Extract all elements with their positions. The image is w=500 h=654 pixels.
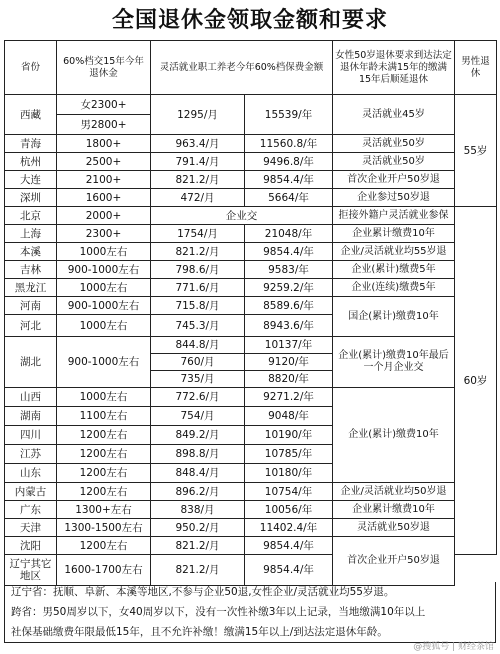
province-cell: 辽宁其它地区 [5, 555, 57, 586]
monthly-cell: 791.4/月 [151, 153, 245, 171]
male-age-bottom: 60岁 [455, 207, 497, 555]
yearly-cell: 8943.6/年 [245, 315, 333, 337]
province-cell: 北京 [5, 207, 57, 225]
pension-cell: 1600-1700左右 [57, 555, 151, 586]
province-cell: 大连 [5, 171, 57, 189]
monthly-cell: 772.6/月 [151, 388, 245, 407]
pension-cell: 女2300+ [57, 95, 151, 115]
requirement-cell: 企业累计缴费10年 [333, 501, 455, 519]
pension-cell: 1200左右 [57, 537, 151, 555]
yearly-cell: 9854.4/年 [245, 555, 333, 586]
yearly-cell: 10190/年 [245, 426, 333, 445]
province-cell: 四川 [5, 426, 57, 445]
yearly-cell: 9854.4/年 [245, 171, 333, 189]
province-cell: 湖南 [5, 407, 57, 426]
monthly-cell: 754/月 [151, 407, 245, 426]
province-cell: 西藏 [5, 95, 57, 135]
requirement-cell: 灵活就业50岁 [333, 153, 455, 171]
monthly-cell: 838/月 [151, 501, 245, 519]
yearly-cell: 9271.2/年 [245, 388, 333, 407]
table-row [5, 95, 497, 115]
yearly-cell: 5664/年 [245, 189, 333, 207]
monthly-cell: 898.8/月 [151, 445, 245, 464]
province-cell: 内蒙古 [5, 483, 57, 501]
requirement-cell: 灵活就业50岁 [333, 135, 455, 153]
pension-cell: 1800+ [57, 135, 151, 153]
pension-cell: 1300-1500左右 [57, 519, 151, 537]
pension-cell: 1100左右 [57, 407, 151, 426]
table-row [5, 519, 497, 537]
note-liaoning: 辽宁省：抚顺、阜新、本溪等地区,不参与企业50退,女性企业/灵活就业均55岁退。 [11, 586, 395, 598]
yearly-cell: 9496.8/年 [245, 153, 333, 171]
yearly-cell: 9854.4/年 [245, 243, 333, 261]
monthly-cell: 735/月 [151, 371, 245, 388]
note-min-years: 社保基础缴费年限最低15年，且不允许补缴！缴满15年以上/到达法定退休年龄。 [11, 626, 388, 638]
province-cell: 沈阳 [5, 537, 57, 555]
yearly-cell: 10137/年 [245, 337, 333, 354]
pension-cell: 2100+ [57, 171, 151, 189]
monthly-cell: 821.2/月 [151, 555, 245, 586]
province-cell: 黑龙江 [5, 279, 57, 297]
yearly-cell: 10754/年 [245, 483, 333, 501]
requirement-cell: 国企(累计)缴费10年 [333, 297, 455, 337]
pension-cell: 1200左右 [57, 464, 151, 483]
pension-cell: 900-1000左右 [57, 261, 151, 279]
header-province: 省份 [5, 41, 57, 95]
table-row [5, 261, 497, 279]
page-title: 全国退休金领取金额和要求 [111, 8, 388, 33]
yearly-cell: 11402.4/年 [245, 519, 333, 537]
yearly-cell: 9583/年 [245, 261, 333, 279]
table-row [5, 337, 497, 354]
yearly-cell: 9120/年 [245, 354, 333, 371]
requirement-cell: 首次企业开户50岁退 [333, 171, 455, 189]
monthly-cell: 963.4/月 [151, 135, 245, 153]
yearly-cell: 15539/年 [245, 95, 333, 135]
yearly-cell: 8820/年 [245, 371, 333, 388]
monthly-cell: 821.2/月 [151, 243, 245, 261]
table-row [5, 153, 497, 171]
requirement-cell: 企业累计缴费10年 [333, 225, 455, 243]
pension-cell: 2300+ [57, 225, 151, 243]
monthly-cell: 896.2/月 [151, 483, 245, 501]
province-cell: 吉林 [5, 261, 57, 279]
watermark: @搜狐号 | 财经茶馆 [413, 642, 494, 652]
yearly-cell: 10056/年 [245, 501, 333, 519]
requirement-cell: 企业(连续)缴费5年 [333, 279, 455, 297]
header-row [5, 41, 497, 95]
monthly-cell: 849.2/月 [151, 426, 245, 445]
requirement-cell: 企业/灵活就业均55岁退 [333, 243, 455, 261]
province-cell: 天津 [5, 519, 57, 537]
monthly-cell: 1754/月 [151, 225, 245, 243]
province-cell: 河北 [5, 315, 57, 337]
monthly-cell: 821.2/月 [151, 537, 245, 555]
yearly-cell: 8589.6/年 [245, 297, 333, 315]
yearly-cell: 9854.4/年 [245, 537, 333, 555]
pension-cell: 900-1000左右 [57, 337, 151, 388]
yearly-cell: 10785/年 [245, 445, 333, 464]
monthly-cell: 798.6/月 [151, 261, 245, 279]
table-row [5, 135, 497, 153]
monthly-cell: 950.2/月 [151, 519, 245, 537]
table-row [5, 537, 497, 555]
monthly-cell: 821.2/月 [151, 171, 245, 189]
province-cell: 本溪 [5, 243, 57, 261]
requirement-cell: 灵活就业50岁退 [333, 519, 455, 537]
province-cell: 上海 [5, 225, 57, 243]
table-row [5, 225, 497, 243]
requirement-cell: 企业(累计)缴费10年最后一个月企业交 [333, 337, 455, 388]
requirement-cell: 企业(累计)缴费5年 [333, 261, 455, 279]
table-row [5, 501, 497, 519]
monthly-cell: 1295/月 [151, 95, 245, 135]
province-cell: 深圳 [5, 189, 57, 207]
pension-cell: 1000左右 [57, 279, 151, 297]
monthly-cell: 844.8/月 [151, 337, 245, 354]
requirement-cell: 企业/灵活就业均50岁退 [333, 483, 455, 501]
requirement-cell: 拒接外籍户灵活就业参保 [333, 207, 455, 225]
table-row [5, 189, 497, 207]
yearly-cell: 21048/年 [245, 225, 333, 243]
province-cell: 山西 [5, 388, 57, 407]
table-row [5, 388, 497, 407]
monthly-cell: 760/月 [151, 354, 245, 371]
pension-cell: 2000+ [57, 207, 151, 225]
province-cell: 河南 [5, 297, 57, 315]
table-row [5, 243, 497, 261]
requirement-cell: 企业(累计)缴费10年 [333, 388, 455, 483]
yearly-cell: 9048/年 [245, 407, 333, 426]
pension-cell: 1200左右 [57, 445, 151, 464]
pension-cell: 900-1000左右 [57, 297, 151, 315]
table-row [5, 483, 497, 501]
province-cell: 杭州 [5, 153, 57, 171]
monthly-cell: 848.4/月 [151, 464, 245, 483]
province-cell: 山东 [5, 464, 57, 483]
table-row [5, 279, 497, 297]
monthly-cell: 472/月 [151, 189, 245, 207]
header-male-age: 男性退休 [455, 41, 497, 95]
requirement-cell: 首次企业开户50岁退 [333, 537, 455, 586]
pension-cell: 2500+ [57, 153, 151, 171]
pension-table [4, 40, 497, 586]
province-cell: 江苏 [5, 445, 57, 464]
pension-cell: 1000左右 [57, 315, 151, 337]
note-cross-province: 跨省：男50周岁以下，女40周岁以下，没有一次性补缴3年以上记录，当地缴满10年以上 [11, 606, 426, 618]
yearly-cell: 11560.8/年 [245, 135, 333, 153]
pension-cell: 1000左右 [57, 388, 151, 407]
table-row [5, 297, 497, 315]
header-requirement: 女性50岁退休要求到达法定退休年龄未满15年的缴满15年后顺延退休 [333, 41, 455, 95]
pension-cell: 1200左右 [57, 426, 151, 445]
yearly-cell: 9259.2/年 [245, 279, 333, 297]
requirement-cell: 灵活就业45岁 [333, 95, 455, 135]
table-row [5, 171, 497, 189]
merged-fee-cell: 企业交 [151, 207, 333, 225]
pension-cell: 1600+ [57, 189, 151, 207]
notes-section [4, 582, 496, 643]
header-flexible: 灵活就业职工养老今年60%档保费金额 [151, 41, 333, 95]
monthly-cell: 771.6/月 [151, 279, 245, 297]
yearly-cell: 10180/年 [245, 464, 333, 483]
male-age-top: 55岁 [455, 95, 497, 207]
province-cell: 湖北 [5, 337, 57, 388]
province-cell: 广东 [5, 501, 57, 519]
header-pension: 60%档交15年今年退休金 [57, 41, 151, 95]
pension-cell: 男2800+ [57, 115, 151, 135]
monthly-cell: 745.3/月 [151, 315, 245, 337]
monthly-cell: 715.8/月 [151, 297, 245, 315]
pension-cell: 1300+左右 [57, 501, 151, 519]
pension-cell: 1200左右 [57, 483, 151, 501]
pension-cell: 1000左右 [57, 243, 151, 261]
table-row [5, 207, 497, 225]
province-cell: 青海 [5, 135, 57, 153]
requirement-cell: 企业参过50岁退 [333, 189, 455, 207]
